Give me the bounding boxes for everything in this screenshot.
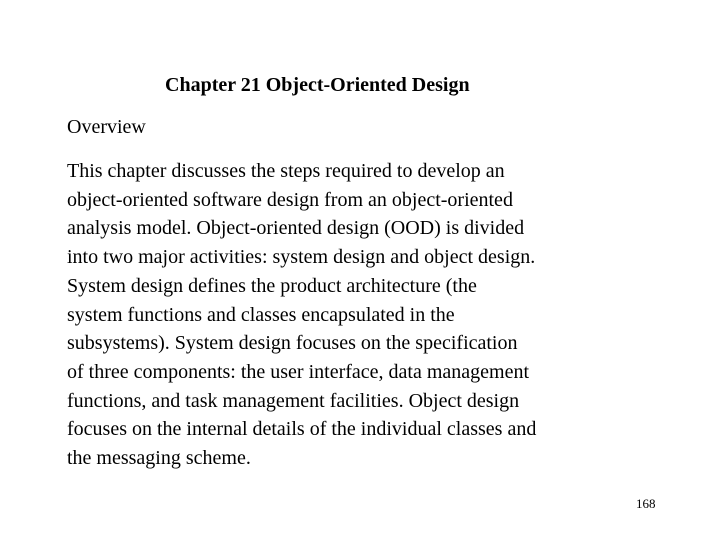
body-line: System design defines the product architecture (the — [67, 274, 477, 297]
body-paragraph — [67, 157, 647, 473]
body-line: system functions and classes encapsulated in the — [67, 303, 455, 326]
body-line: the messaging scheme. — [67, 447, 251, 470]
body-line: object-oriented software design from an object-oriented — [67, 188, 513, 211]
section-heading-overview: Overview — [67, 116, 146, 138]
body-line: This chapter discusses the steps required to develop an — [67, 160, 505, 182]
slide-title: Chapter 21 Object-Oriented Design — [165, 74, 470, 96]
body-line: focuses on the internal details of the individual classes and — [67, 418, 537, 441]
body-line: functions, and task management facilities. Object design — [67, 389, 520, 412]
body-line: into two major activities: system design and object design. — [67, 246, 536, 269]
page-number: 168 — [636, 496, 656, 511]
body-line: analysis model. Object-oriented design (OOD) is divided — [67, 217, 525, 240]
body-line: of three components: the user interface, data management — [67, 360, 530, 383]
body-line: subsystems). System design focuses on the specification — [67, 332, 518, 355]
